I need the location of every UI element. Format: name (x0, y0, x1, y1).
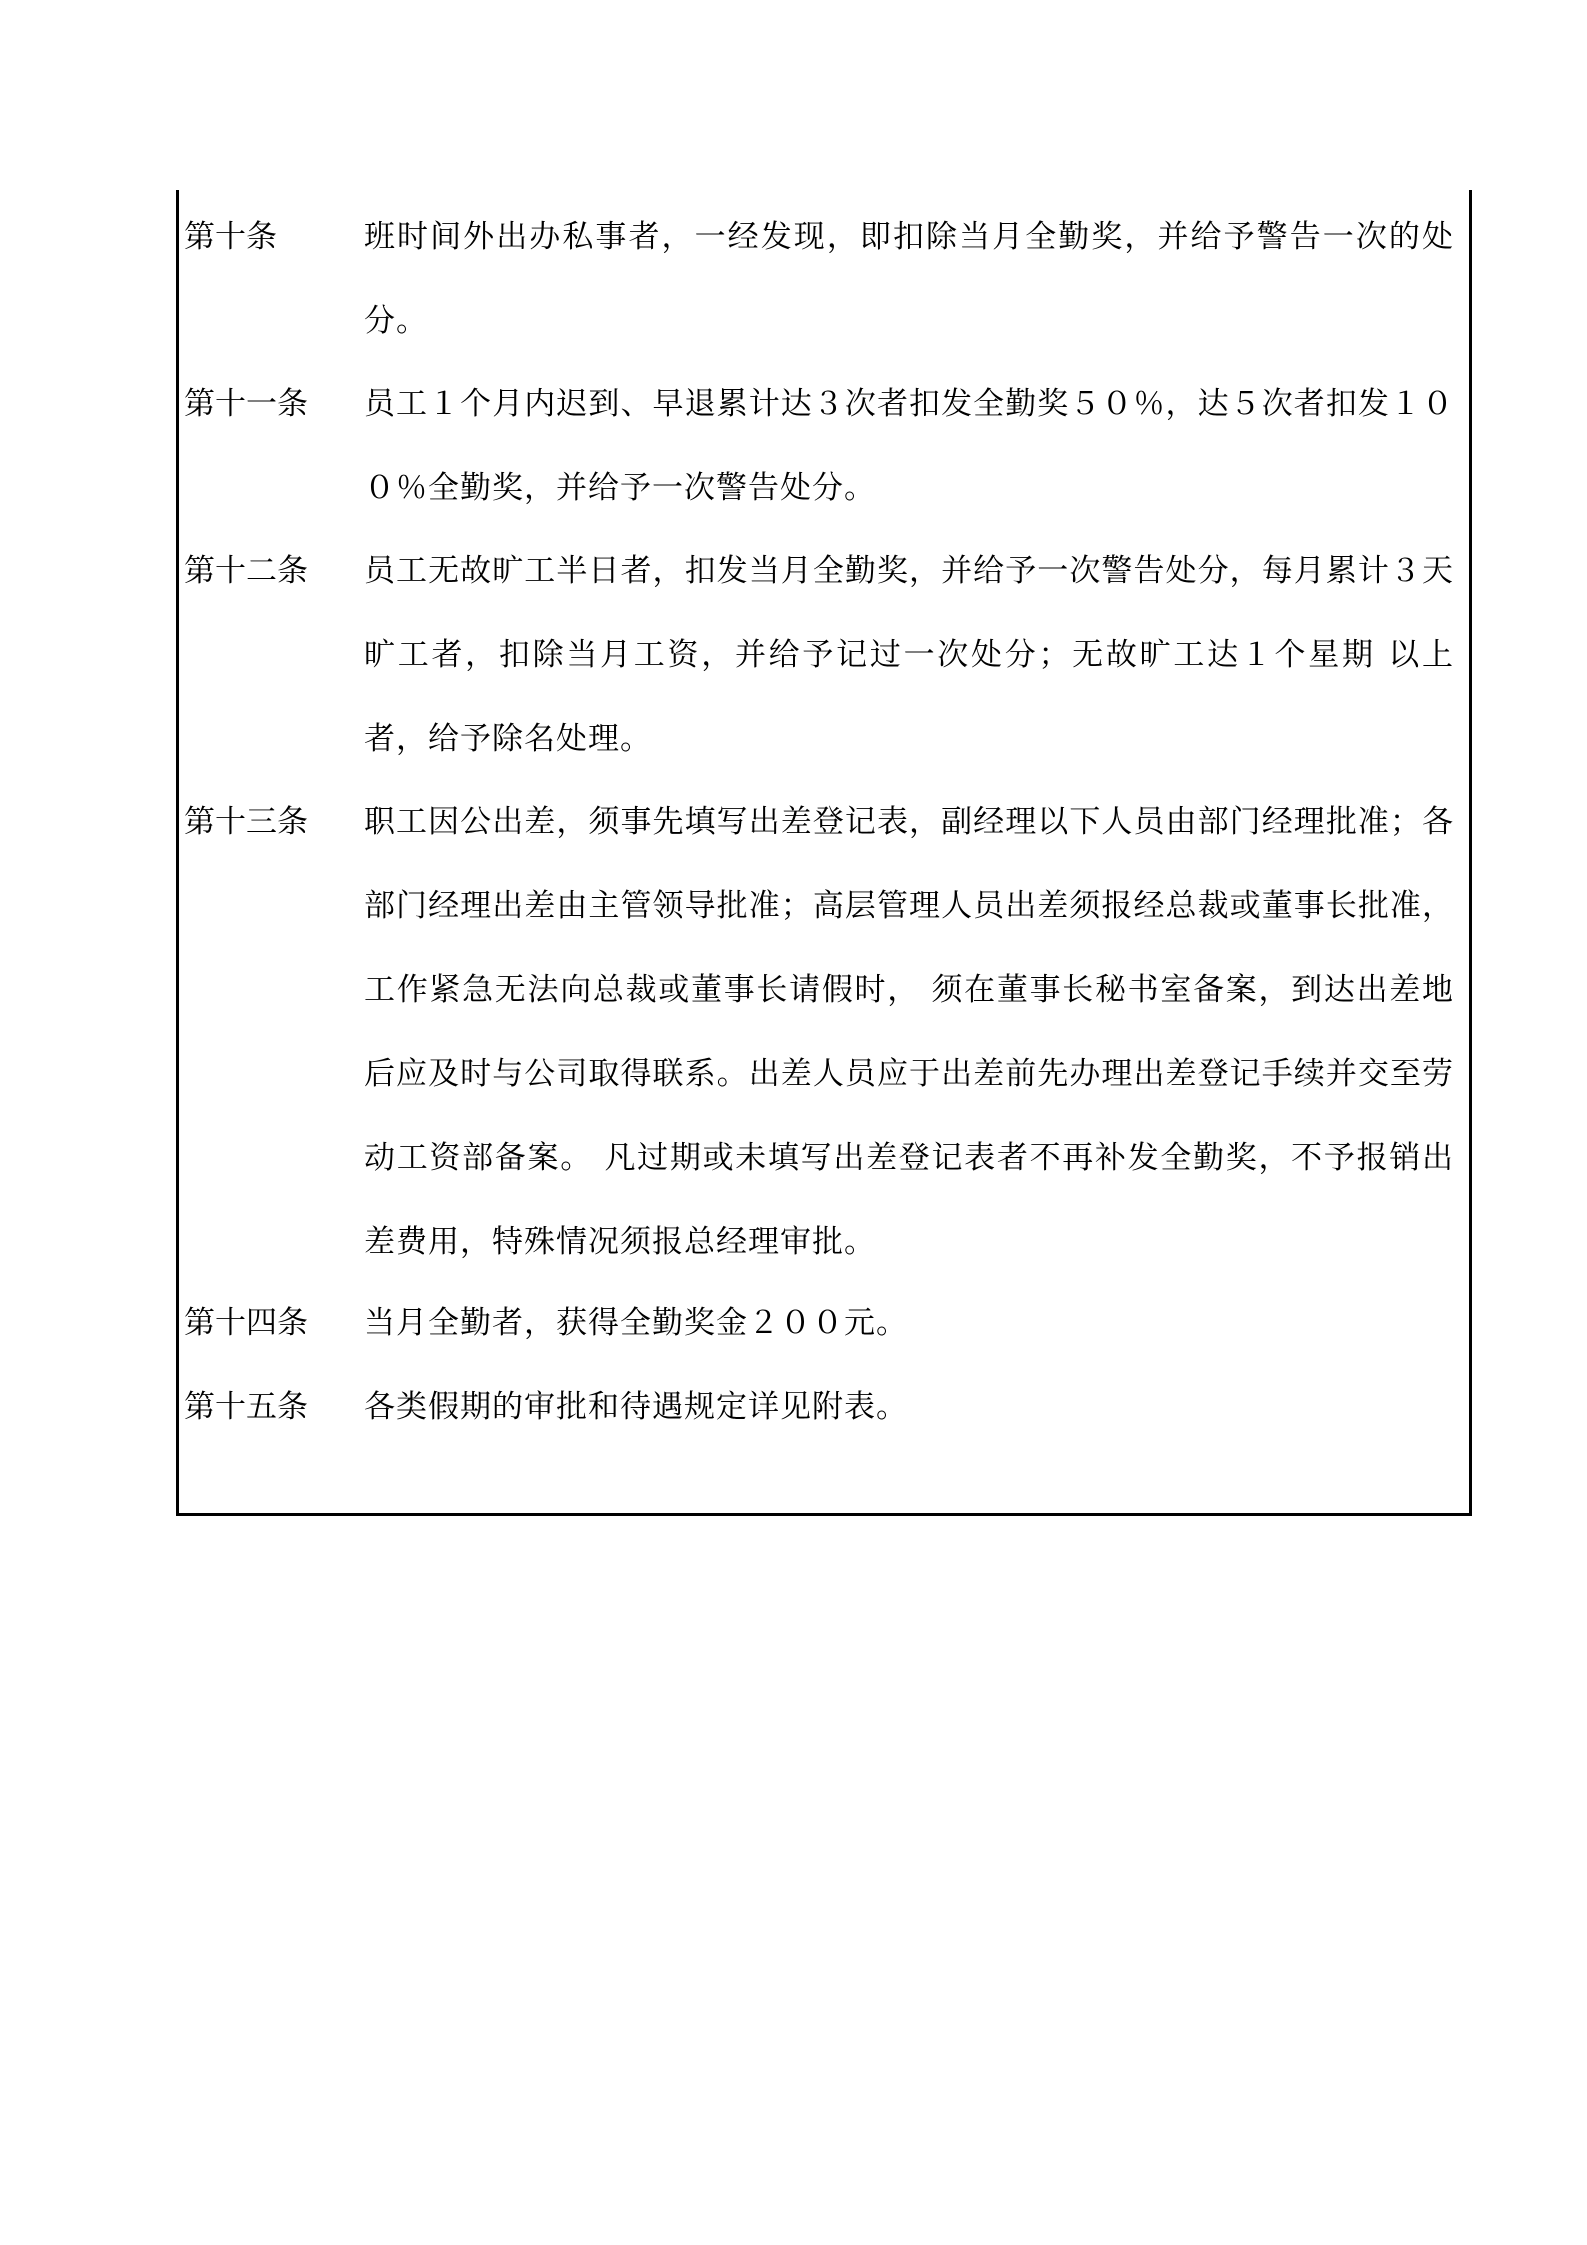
article-text: 职工因公出差，须事先填写出差登记表，副经理以下人员由部门经理批准；各部门经理出差由主管领导批准；高层管理人员出差须报经总裁或董事长批准， 工作紧急无法向总裁或董事长请假时， 须在董事长秘书室备案，到达出差地后应及时与公司取得联系。出差人员应于出差前先办理出差登记手续并交至劳动工资部备案。 凡过期或未填写出差登记表者不再补发全勤奖，不予报销出差费用，特殊情况须报总经理审批。 (364, 804, 1454, 1260)
article-text: 员工１个月内迟到、早退累计达３次者扣发全勤奖５０％，达５次者扣发１００％全勤奖，并给予一次警告处分。 (364, 386, 1454, 506)
article-text: 员工无故旷工半日者，扣发当月全勤奖，并给予一次警告处分，每月累计３天旷工者，扣除当月工资，并给予记过一次处分；无故旷工达１个星期 以上者，给予除名处理。 (364, 553, 1454, 757)
article-label: 第十三条 (184, 804, 308, 840)
article-text: 当月全勤者，获得全勤奖金２００元。 (364, 1305, 908, 1341)
article-label: 第十条 (184, 219, 277, 255)
article-label: 第十一条 (184, 386, 308, 422)
article-label: 第十四条 (184, 1305, 308, 1341)
article-label: 第十二条 (184, 553, 308, 589)
article-text: 班时间外出办私事者，一经发现，即扣除当月全勤奖，并给予警告一次的处分。 (364, 219, 1454, 339)
article-text: 各类假期的审批和待遇规定详见附表。 (364, 1389, 908, 1425)
article-label: 第十五条 (184, 1389, 308, 1425)
